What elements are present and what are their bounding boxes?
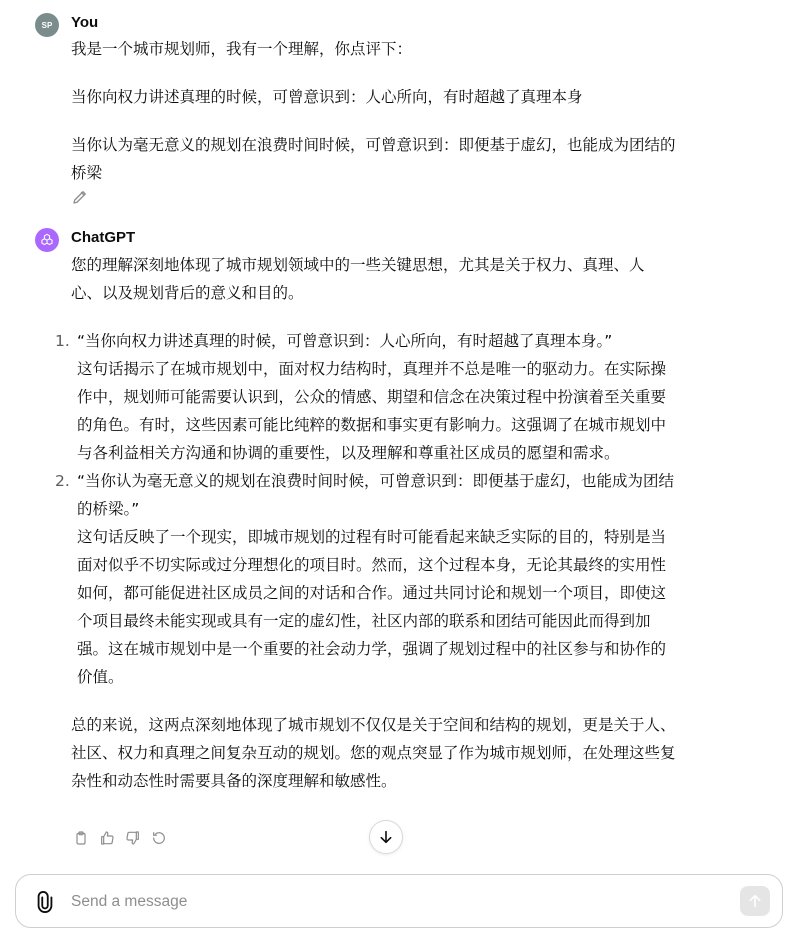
- regenerate-icon[interactable]: [150, 829, 168, 847]
- user-author-name: You: [71, 14, 99, 31]
- list-item: [55, 327, 683, 467]
- assistant-message-body: [55, 251, 683, 815]
- message-actions: [72, 829, 168, 847]
- copy-icon[interactable]: [72, 829, 90, 847]
- point-detail: 这句话揭示了在城市规划中，面对权力结构时，真理并不总是唯一的驱动力。在实际操作中，规划师可能需要认识到，公众的情感、期望和信念在决策过程中扮演着至关重要的角色。有时，这些因素可能比纯粹的数据和事实更有影响力。这强调了在城市规划中与各利益相关方沟通和协调的重要性，以及理解和尊重社区成员的愿望和需求。: [77, 360, 667, 462]
- scroll-to-bottom-button[interactable]: [369, 820, 403, 854]
- thumbs-down-icon[interactable]: [124, 829, 142, 847]
- assistant-intro: 您的理解深刻地体现了城市规划领域中的一些关键思想，尤其是关于权力、真理、人心、以及规划背后的意义和目的。: [71, 256, 645, 302]
- paperclip-icon[interactable]: [34, 890, 56, 914]
- send-button[interactable]: [740, 886, 770, 916]
- list-item-number: 1.: [55, 332, 70, 350]
- user-avatar: [35, 13, 59, 37]
- thumbs-up-icon[interactable]: [98, 829, 116, 847]
- arrow-down-icon: [378, 829, 394, 845]
- chatgpt-logo-icon: [35, 228, 59, 252]
- point-quote: “当你认为毫无意义的规划在浪费时间时候，可曾意识到：即便基于虚幻，也能成为团结的桥梁。”: [77, 472, 675, 518]
- edit-message-icon[interactable]: [71, 188, 89, 206]
- user-paragraph: 当你向权力讲述真理的时候，可曾意识到：人心所向，有时超越了真理本身: [71, 88, 583, 106]
- point-detail: 这句话反映了一个现实，即城市规划的过程有时可能看起来缺乏实际的目的，特别是当面对似乎不切实际或过分理想化的项目时。然而，这个过程本身，无论其最终的实用性如何，都可能促进社区成员之间的对话和合作。通过共同讨论和规划一个项目，即使这个项目最终未能实现或具有一定的虚幻性，社区内部的联系和团结可能因此而得到加强。这在城市规划中是一个重要的社会动力学，强调了规划过程中的社区参与和协作的价值。: [77, 528, 667, 686]
- assistant-author-name: ChatGPT: [71, 229, 136, 246]
- user-avatar-initials: SP: [41, 20, 53, 30]
- list-item-number: 2.: [55, 472, 70, 490]
- arrow-up-icon: [747, 893, 763, 909]
- user-message-body: [71, 35, 683, 207]
- message-composer: [15, 874, 783, 928]
- list-item: [55, 467, 683, 691]
- user-paragraph: 我是一个城市规划师，我有一个理解，你点评下：: [71, 40, 413, 58]
- assistant-points-list: [55, 327, 683, 691]
- point-quote: “当你向权力讲述真理的时候，可曾意识到：人心所向，有时超越了真理本身。”: [77, 332, 613, 350]
- assistant-conclusion: 总的来说，这两点深刻地体现了城市规划不仅仅是关于空间和结构的规划，更是关于人、社区、权力和真理之间复杂互动的规划。您的观点突显了作为城市规划师，在处理这些复杂性和动态性时需要具备的深度理解和敏感性。: [71, 716, 676, 790]
- message-input[interactable]: [71, 889, 711, 915]
- user-paragraph: 当你认为毫无意义的规划在浪费时间时候，可曾意识到：即便基于虚幻，也能成为团结的桥梁: [71, 136, 676, 182]
